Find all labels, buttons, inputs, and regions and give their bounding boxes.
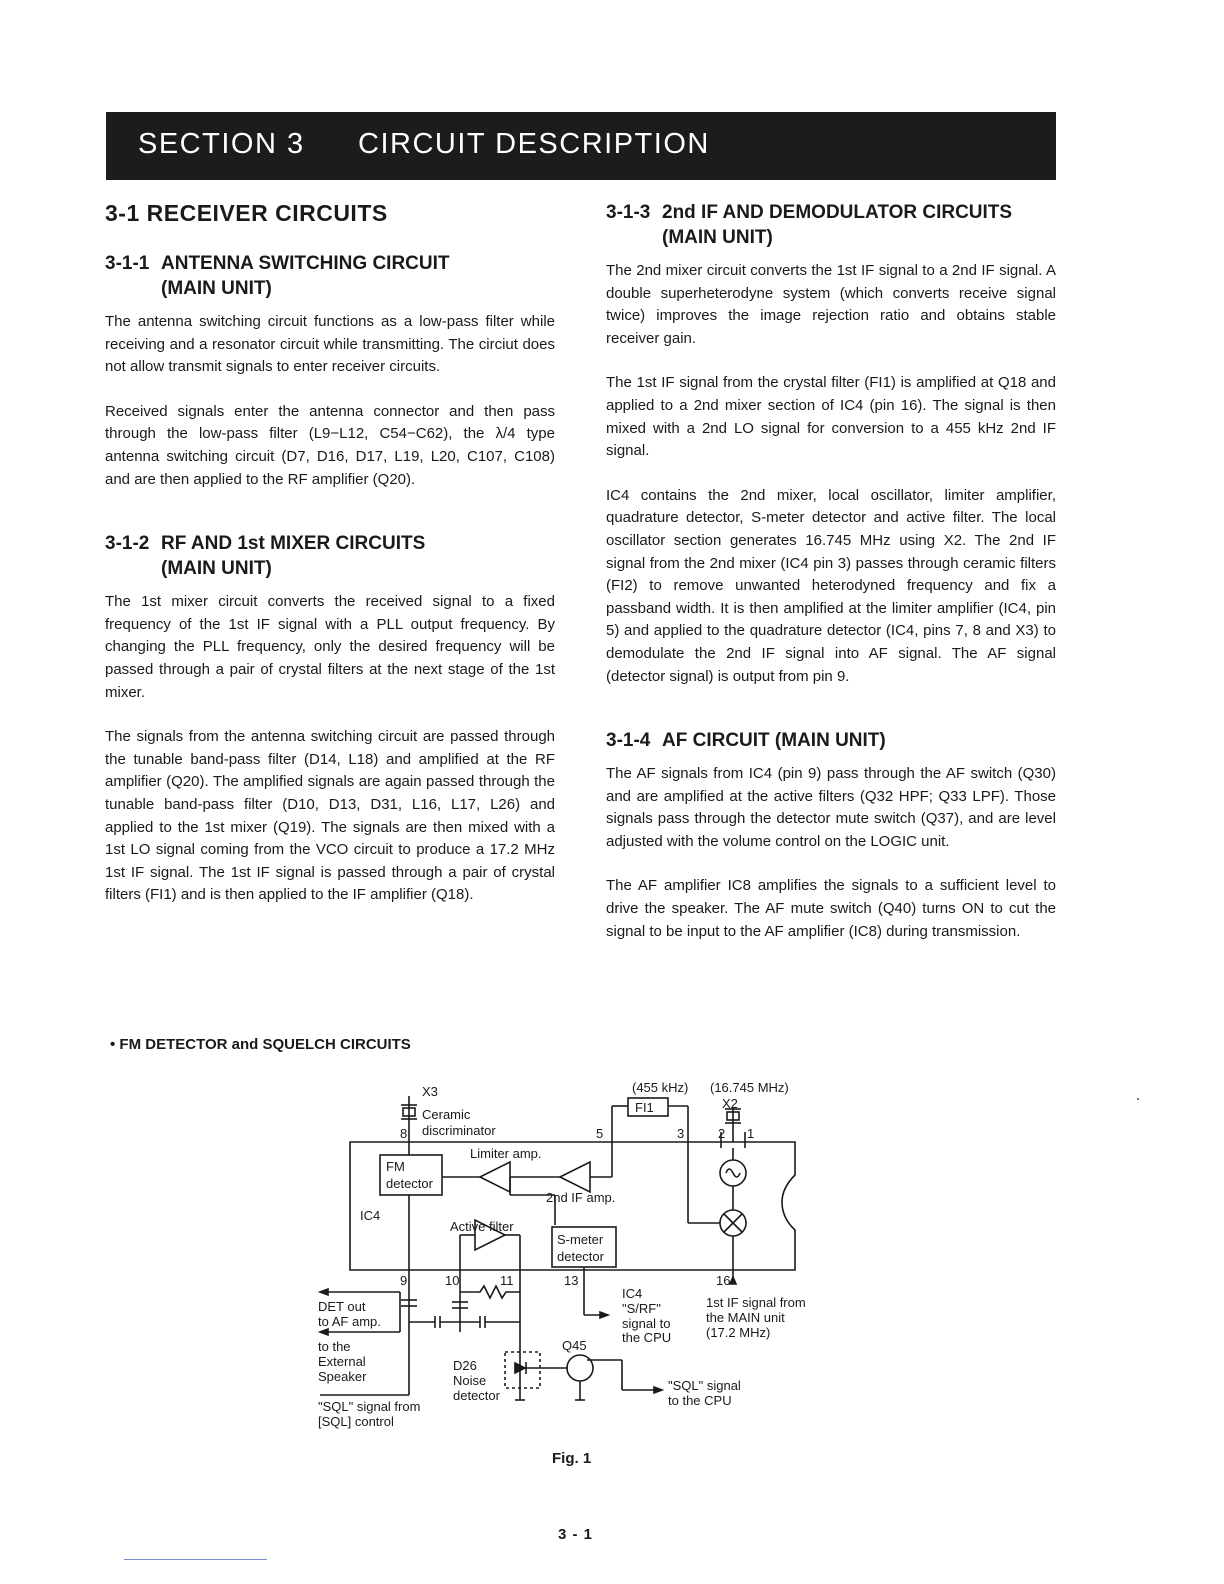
heading-3-1-3 — [606, 200, 1056, 250]
second-if-amp-label: 2nd IF amp. — [546, 1190, 616, 1205]
pin10-label: 10 — [445, 1273, 460, 1288]
heading-line: (MAIN UNIT) — [161, 558, 272, 580]
arrow-icon — [730, 1277, 736, 1284]
external-label: External — [318, 1354, 366, 1369]
speaker-label: Speaker — [318, 1369, 367, 1384]
d26-label: D26 — [453, 1358, 477, 1373]
section-header-bar — [106, 112, 1056, 180]
freq-172-label: (17.2 MHz) — [706, 1325, 771, 1340]
paragraph: The AF signals from IC4 (pin 9) pass through the AF switch (Q30) and are amplified at the active filters (Q32 HPF; Q33 LPF). Those signals pass through the detector mute switch (Q37), and are level adjusted with the volume control on the LOGIC unit. — [606, 765, 1056, 850]
sql-control-label: [SQL] control — [318, 1414, 394, 1429]
pin5-label: 5 — [596, 1126, 604, 1141]
paragraph: The 2nd mixer circuit converts the 1st IF signal to a 2nd IF signal. A double superheterodyne system (which converts receive signal twice) improves the image rejection ratio and obtains stable receiver gain. — [606, 262, 1056, 347]
margin-mark — [1137, 1098, 1139, 1100]
paragraph: The AF amplifier IC8 amplifies the signals to a sufficient level to drive the speaker. The AF mute switch (Q40) turns ON to cut the signal to be input to the AF amplifier (IC8) during transmission. — [606, 877, 1056, 940]
heading-line: ANTENNA SWITCHING CIRCUIT — [161, 253, 450, 274]
paragraph: The antenna switching circuit functions as a low-pass filter while receiving and a resonator circuit while transmitting. The circiut does not allow transmit signals to enter receiver circuits. — [105, 313, 555, 376]
to-the-label: to the — [318, 1339, 351, 1354]
arrow-icon — [320, 1329, 328, 1335]
pin2-label: 2 — [718, 1126, 726, 1141]
pin8-label: 8 — [400, 1126, 408, 1141]
detector-label: detector — [386, 1176, 433, 1191]
heading-number: 3-1-1 — [105, 253, 150, 274]
s-meter-label: S-meter — [557, 1232, 604, 1247]
ic4-label: IC4 — [360, 1208, 381, 1223]
x2-label: X2 — [722, 1096, 738, 1111]
second-if-amp-triangle — [560, 1162, 590, 1192]
first-if-from-label: 1st IF signal from — [706, 1295, 806, 1310]
page-number: 3 - 1 — [558, 1526, 594, 1543]
heading-3-1-4 — [606, 728, 1056, 753]
det-out-label: DET out — [318, 1299, 366, 1314]
paragraph: The 1st mixer circuit converts the received signal to a fixed frequency of the 1st IF signal with a PLL output frequency. By changing the PLL frequency, only the desired frequency will be passed through a pair of crystal filters at the next stage of the 1st mixer. — [105, 593, 555, 701]
right-column — [606, 200, 1056, 943]
paragraph: Received signals enter the antenna connector and then pass through the low-pass filter (L9−L12, C54−C62), the λ/4 type antenna switching circuit (D7, D16, D17, L19, L20, C107, C108) and are then applied to the RF amplifier (Q20). — [105, 402, 555, 488]
pin3-label: 3 — [677, 1126, 685, 1141]
arrow-icon — [600, 1312, 608, 1318]
footer-rule — [124, 1559, 267, 1560]
heading-number: 3-1-4 — [606, 730, 651, 752]
heading-3-1-2 — [105, 531, 555, 581]
heading-3-1-1 — [105, 251, 555, 301]
heading-line: AF CIRCUIT (MAIN UNIT) — [662, 730, 886, 752]
q45-transistor-icon — [567, 1355, 593, 1381]
limiter-amp-triangle — [480, 1162, 510, 1192]
arrow-icon — [654, 1387, 662, 1393]
sql-signal-from-label: "SQL" signal from — [318, 1399, 421, 1414]
pin1-label: 1 — [747, 1126, 755, 1141]
pin16-label: 16 — [716, 1273, 731, 1288]
active-filter-label: Active filter — [450, 1219, 514, 1234]
the-cpu-label: the CPU — [622, 1330, 672, 1345]
fi1-label: FI1 — [635, 1100, 654, 1115]
paragraph: The signals from the antenna switching circuit are passed through the tunable band-pass filter (D14, L18) and amplified at the RF amplifier (Q20). The amplified signals are again passed through the tunable band-pass filter (D10, D13, D31, L16, L17, L26) and applied to the 1st mixer (Q19). The signals are then mixed with a 1st LO signal coming from the VCO circuit to produce a 17.2 MHz 1st IF signal. The 1st IF signal is passed through a pair of crystal filters (FI1) and is then applied to the IF amplifier (Q18). — [105, 728, 555, 904]
heading-number: 3-1-3 — [606, 202, 651, 223]
discriminator-label: discriminator — [422, 1123, 496, 1138]
section-title: CIRCUIT DESCRIPTION — [358, 128, 710, 160]
arrow-icon — [320, 1289, 328, 1295]
x3-label: X3 — [422, 1084, 438, 1099]
figure-heading: • FM DETECTOR and SQUELCH CIRCUITS — [110, 1036, 411, 1053]
ceramic-label: Ceramic — [422, 1107, 471, 1122]
heading-line: 2nd IF AND DEMODULATOR CIRCUITS — [662, 202, 1013, 223]
heading-line: (MAIN UNIT) — [161, 278, 272, 299]
to-cpu-label: to the CPU — [668, 1393, 732, 1408]
left-column — [105, 200, 555, 907]
signal-to-label: signal to — [622, 1316, 671, 1331]
paragraph: IC4 contains the 2nd mixer, local oscillator, limiter amplifier, quadrature detector, S-meter detector and active filter. The local oscillator section generates 16.745 MHz using X2. The 2nd IF signal from the 2nd mixer (IC4 pin 3) passes through ceramic filters (FI2) to remove unwanted heterodyned frequency and fix a passband width. It is then amplified at the limiter amplifier (IC4, pin 5) and applied to the quadrature detector (IC4, pins 7, 8 and X3) to demodulate the 2nd IF signal into AF signal. The AF signal (detector signal) is output from pin 9. — [606, 486, 1056, 685]
heading-line: RF AND 1st MIXER CIRCUITS — [161, 533, 426, 555]
srf-signal-label: "S/RF" — [622, 1301, 661, 1316]
s-meter-detector-label: detector — [557, 1249, 604, 1264]
sql-signal-label: "SQL" signal — [668, 1378, 741, 1393]
heading-number: 3-1-2 — [105, 533, 150, 555]
section-number: SECTION 3 — [138, 128, 305, 160]
ic4-srf-label: IC4 — [622, 1286, 643, 1301]
main-unit-label: the MAIN unit — [706, 1310, 785, 1325]
paragraph: The 1st IF signal from the crystal filter (FI1) is amplified at Q18 and applied to a 2nd mixer section of IC4 (pin 16). The signal is then mixed with a 2nd LO signal for conversion to a 455 kHz 2nd IF signal. — [606, 374, 1056, 460]
receiver-circuits-heading: 3-1 RECEIVER CIRCUITS — [105, 200, 388, 226]
freq-16745-label: (16.745 MHz) — [710, 1080, 789, 1095]
sine-icon — [726, 1169, 740, 1177]
pin9-label: 9 — [400, 1273, 408, 1288]
freq-455-label: (455 kHz) — [632, 1080, 689, 1095]
fm-detector-squelch-diagram — [300, 1070, 860, 1440]
pin11-label: 11 — [500, 1273, 514, 1288]
noise-detector-label: detector — [453, 1388, 500, 1403]
fm-label: FM — [386, 1159, 405, 1174]
limiter-amp-label: Limiter amp. — [470, 1146, 542, 1161]
heading-line: (MAIN UNIT) — [662, 227, 773, 248]
q45-label: Q45 — [562, 1338, 587, 1353]
noise-label: Noise — [453, 1373, 487, 1388]
to-af-amp-label: to AF amp. — [318, 1314, 381, 1329]
figure-caption: Fig. 1 — [552, 1450, 592, 1467]
pin13-label: 13 — [564, 1273, 579, 1288]
